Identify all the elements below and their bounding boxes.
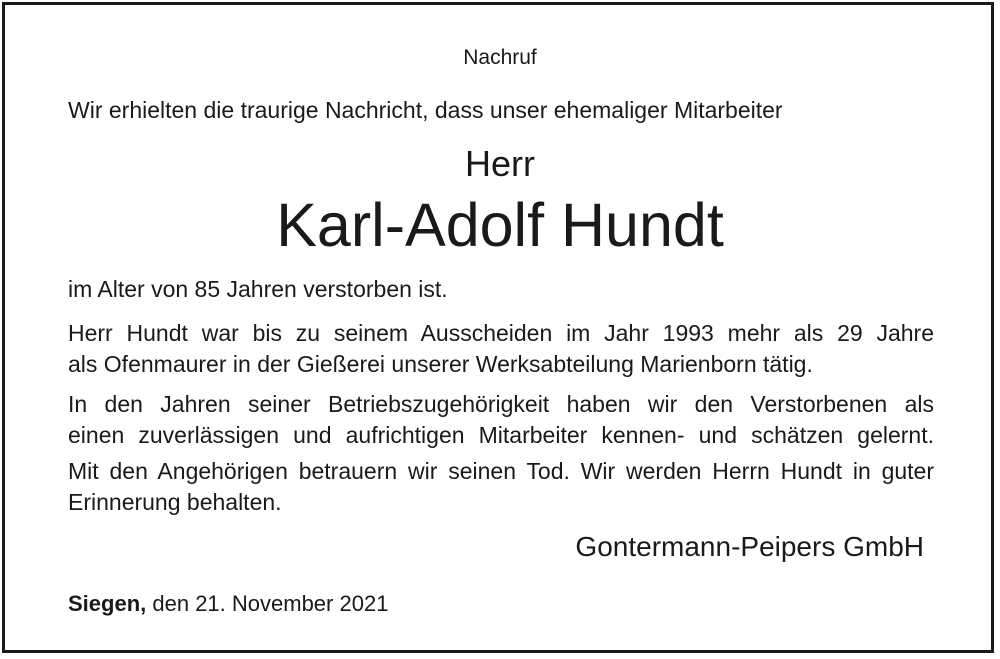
paragraph-line: Mit den Angehörigen betrauern wir seinen Tod. Wir werden Herrn Hundt in guter — [68, 458, 934, 484]
paragraph-line: Erinnerung behalten. — [68, 489, 282, 515]
paragraph-line: als Ofenmaurer in der Gießerei unserer Werksabteilung Marienborn tätig. — [68, 351, 813, 377]
age-line: im Alter von 85 Jahren verstorben ist. — [68, 276, 448, 302]
company-signature: Gontermann-Peipers GmbH — [575, 531, 924, 562]
paragraph-career — [68, 318, 934, 380]
paragraph-line: Herr Hundt war bis zu seinem Ausscheiden im Jahr 1993 mehr als 29 Jahre — [68, 320, 934, 346]
honorific: Herr — [465, 143, 535, 184]
deceased-name: Karl-Adolf Hundt — [276, 191, 724, 259]
paragraph-condolence — [68, 456, 934, 518]
date-text: den 21. November 2021 — [152, 591, 389, 616]
place-name: Siegen, — [68, 591, 147, 616]
paragraph-appreciation — [68, 389, 934, 451]
paragraph-line: In den Jahren seiner Betriebszugehörigkeit haben wir den Verstorbenen als — [68, 391, 934, 417]
dateline — [68, 590, 388, 618]
paragraph-line: einen zuverlässigen und aufrichtigen Mitarbeiter kennen- und schätzen gelernt. — [68, 422, 934, 448]
notice-heading: Nachruf — [463, 46, 537, 69]
intro-text: Wir erhielten die traurige Nachricht, dass unser ehemaliger Mitarbeiter — [68, 97, 783, 123]
